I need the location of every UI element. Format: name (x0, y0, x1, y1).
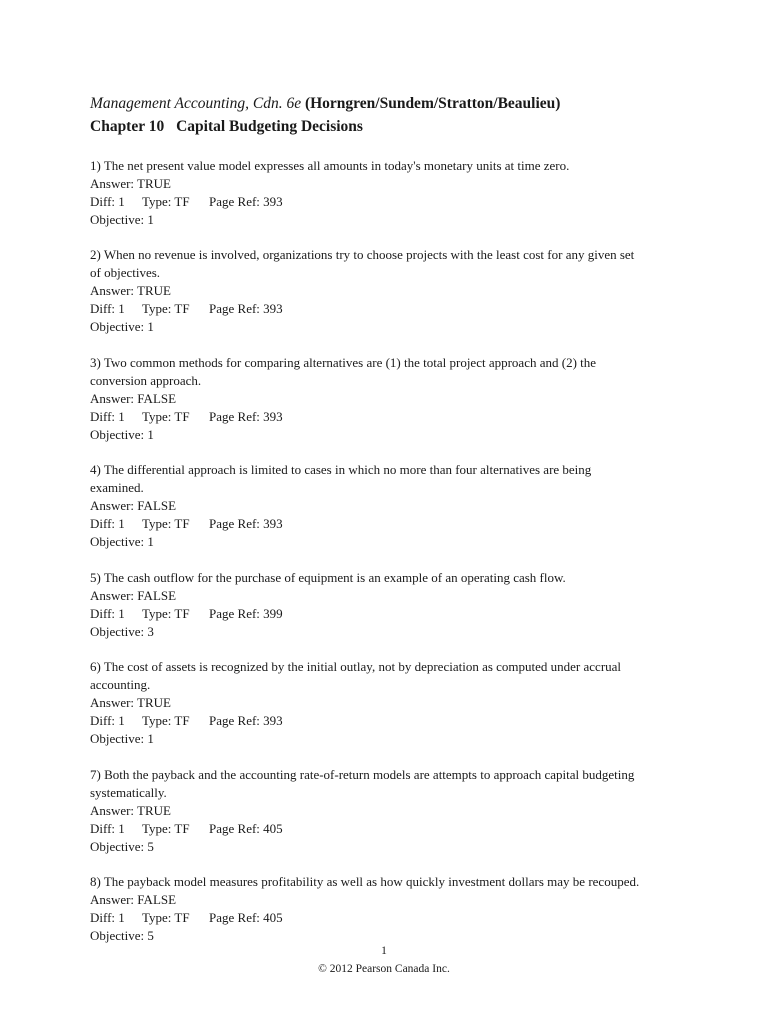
answer-line: Answer: TRUE (90, 695, 172, 710)
question-text (90, 157, 690, 175)
question-metadata (90, 820, 690, 838)
answer-line: Answer: TRUE (90, 802, 172, 818)
page-reference: Page Ref: 393 (209, 516, 283, 531)
page-reference: Page Ref: 393 (209, 301, 283, 316)
question-text-line: accounting. (90, 677, 151, 692)
page-reference: Page Ref: 405 (209, 820, 283, 836)
objective-line: Objective: 5 (90, 838, 154, 854)
question-text (90, 658, 690, 694)
question-text (90, 461, 690, 497)
page-reference: Page Ref: 393 (209, 194, 283, 209)
objective-line: Objective: 1 (90, 426, 154, 442)
question-text-line: 7) Both the payback and the accounting rate-of-return models are attempts to approach capital budgeting (90, 766, 635, 782)
book-authors: (Horngren/Sundem/Stratton/Beaulieu) (304, 95, 561, 112)
chapter-title: Capital Budgeting Decisions (176, 118, 363, 135)
book-title: Management Accounting, Cdn. 6e (90, 95, 302, 112)
objective-line: Objective: 3 (90, 623, 154, 639)
page-reference: Page Ref: 399 (209, 605, 283, 621)
question-list (90, 157, 690, 963)
answer-line: Answer: FALSE (90, 587, 177, 603)
question-text-line: 8) The payback model measures profitability as well as how quickly investment dollars may be recouped. (90, 874, 640, 889)
difficulty-label: Diff: 1 (90, 910, 125, 925)
question-item (90, 246, 690, 336)
question-text (90, 873, 690, 891)
page-reference: Page Ref: 393 (209, 713, 283, 728)
page-reference: Page Ref: 405 (209, 910, 283, 925)
book-title-line (90, 94, 730, 114)
difficulty-label: Diff: 1 (90, 820, 125, 836)
question-type-label: Type: TF (142, 408, 190, 424)
question-metadata (90, 515, 690, 533)
question-text-line: 2) When no revenue is involved, organizations try to choose projects with the least cost for any given set (90, 247, 635, 262)
difficulty-label: Diff: 1 (90, 301, 125, 316)
difficulty-label: Diff: 1 (90, 713, 125, 728)
objective-line: Objective: 1 (90, 319, 154, 334)
question-text-line: of objectives. (90, 265, 161, 280)
question-text-line: 3) Two common methods for comparing alternatives are (1) the total project approach and (2) the (90, 354, 597, 370)
answer-line: Answer: FALSE (90, 892, 177, 907)
objective-line: Objective: 5 (90, 928, 154, 943)
question-metadata (90, 605, 690, 623)
question-type-label: Type: TF (142, 820, 190, 836)
question-item (90, 658, 690, 748)
question-text (90, 354, 690, 390)
question-type-label: Type: TF (142, 516, 190, 531)
question-text-line: 1) The net present value model expresses all amounts in today's monetary units at time zero. (90, 158, 570, 173)
objective-line: Objective: 1 (90, 534, 154, 549)
question-metadata (90, 408, 690, 426)
question-metadata (90, 300, 690, 318)
difficulty-label: Diff: 1 (90, 516, 125, 531)
question-type-label: Type: TF (142, 301, 190, 316)
question-item (90, 157, 690, 229)
document-header (90, 94, 730, 137)
chapter-heading (90, 117, 730, 137)
question-type-label: Type: TF (142, 713, 190, 728)
objective-line: Objective: 1 (90, 212, 154, 227)
question-type-label: Type: TF (142, 605, 190, 621)
question-text-line: 4) The differential approach is limited to cases in which no more than four alternatives are being (90, 462, 592, 477)
objective-line: Objective: 1 (90, 731, 154, 746)
question-item (90, 766, 690, 856)
question-item (90, 354, 690, 444)
question-item (90, 873, 690, 945)
chapter-label: Chapter 10 (90, 118, 165, 135)
answer-line: Answer: FALSE (90, 498, 177, 513)
copyright-notice: © 2012 Pearson Canada Inc. (318, 963, 450, 975)
page-reference: Page Ref: 393 (209, 408, 283, 424)
difficulty-label: Diff: 1 (90, 605, 125, 621)
question-text-line: systematically. (90, 784, 167, 800)
answer-line: Answer: TRUE (90, 283, 172, 298)
question-text (90, 569, 690, 587)
question-metadata (90, 193, 690, 211)
question-text (90, 246, 690, 282)
answer-line: Answer: FALSE (90, 390, 177, 406)
question-text-line: conversion approach. (90, 372, 202, 388)
question-type-label: Type: TF (142, 910, 190, 925)
question-text (90, 766, 690, 802)
question-metadata (90, 909, 690, 927)
difficulty-label: Diff: 1 (90, 408, 125, 424)
question-text-line: 6) The cost of assets is recognized by the initial outlay, not by depreciation as computed under accrual (90, 659, 622, 674)
question-text-line: 5) The cash outflow for the purchase of equipment is an example of an operating cash flow. (90, 569, 566, 585)
question-type-label: Type: TF (142, 194, 190, 209)
question-text-line: examined. (90, 480, 144, 495)
answer-line: Answer: TRUE (90, 176, 172, 191)
difficulty-label: Diff: 1 (90, 194, 125, 209)
question-item (90, 461, 690, 551)
question-metadata (90, 712, 690, 730)
question-item (90, 569, 690, 641)
page-number: 1 (381, 945, 387, 957)
